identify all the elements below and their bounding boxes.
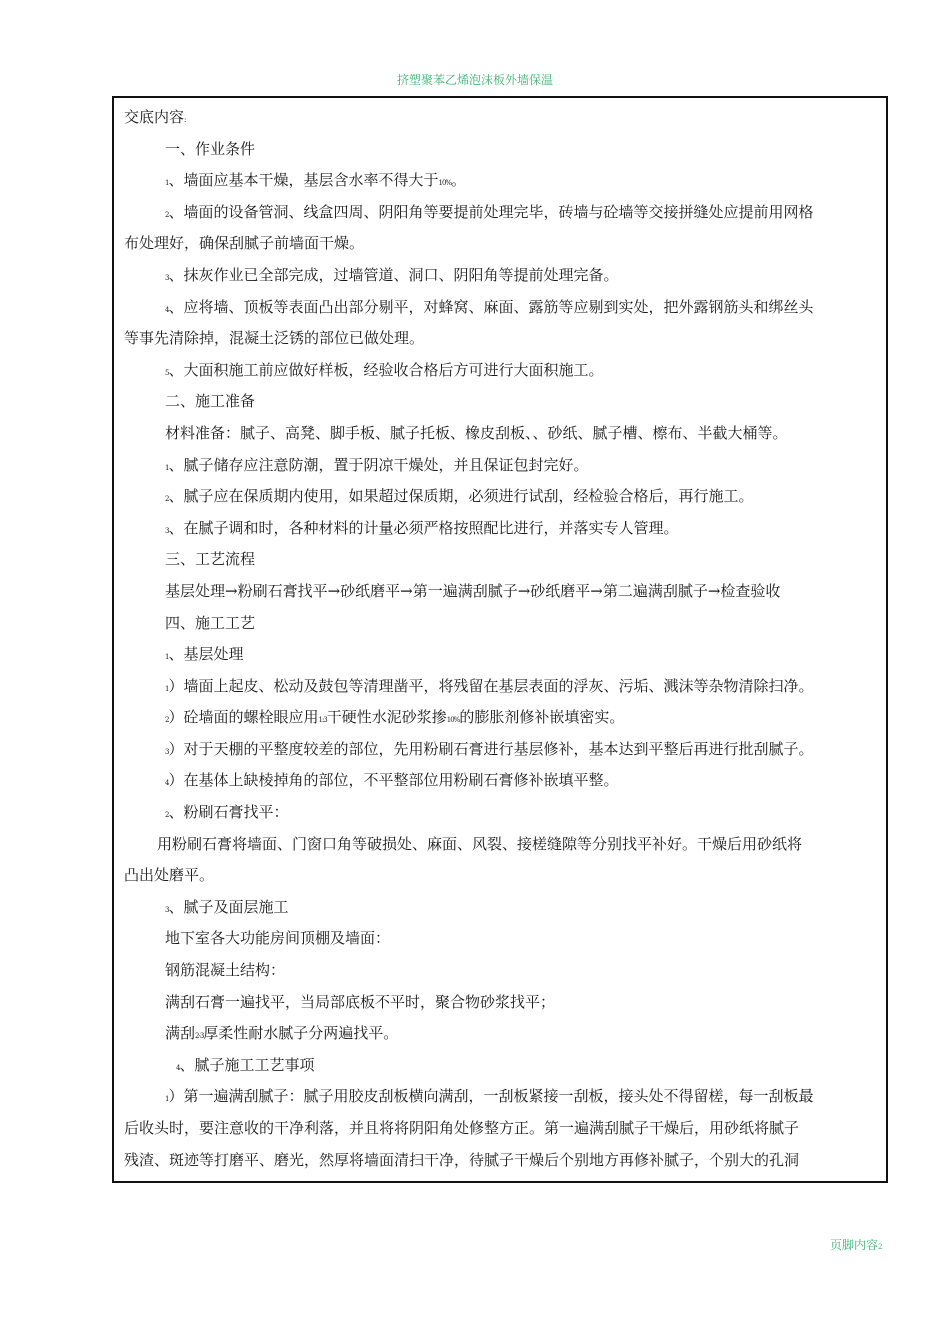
paragraph-line: 钢筋混凝土结构： [165, 961, 286, 980]
paragraph-line: 1、基层处理 [165, 645, 244, 664]
paragraph-line: 凸出处磨平。 [124, 866, 215, 885]
paragraph-line: 4、腻子施工工艺事项 [176, 1055, 315, 1074]
page-header-title: 挤塑聚苯乙烯泡沫板外墙保温 [396, 73, 553, 87]
paragraph-line: 2、腻子应在保质期内使用，如果超过保质期，必须进行试刮，经检验合格后，再行施工。 [165, 487, 754, 506]
paragraph-line: 满刮石膏一遍找平，当局部底板不平时，聚合物砂浆找平； [165, 992, 556, 1011]
page-footer: 页脚内容2 [830, 1238, 882, 1252]
paragraph-line: 布处理好，确保刮腻子前墙面干燥。 [124, 234, 365, 253]
paragraph-line: 1）墙面上起皮、松动及鼓包等清理凿平，将残留在基层表面的浮灰、污垢、溅沫等杂物清除扫净。 [165, 676, 814, 695]
heading-construction-preparation: 二、施工准备 [165, 392, 256, 411]
heading-process-flow: 三、工艺流程 [165, 550, 256, 569]
paragraph-line: 满刮2-3厚柔性耐水腻子分两遍找平。 [165, 1024, 399, 1043]
paragraph-line: 3、抹灰作业已全部完成，过墙管道、洞口、阴阳角等提前处理完备。 [165, 265, 619, 284]
paragraph-line: 残渣、斑迹等打磨平、磨光，然厚将墙面清扫干净，待腻子干燥后个别地方再修补腻子，个别大的孔洞 [124, 1150, 800, 1169]
heading-construction-process: 四、施工工艺 [165, 613, 256, 632]
paragraph-line: 1）第一遍满刮腻子：腻子用胶皮刮板横向满刮，一刮板紧接一刮板，接头处不得留槎，每一刮板最 [165, 1087, 814, 1106]
paragraph-line: 3、在腻子调和时，各种材料的计量必须严格按照配比进行，并落实专人管理。 [165, 518, 679, 537]
disclosure-content-box [112, 96, 888, 1183]
paragraph-line: 5、大面积施工前应做好样板，经验收合格后方可进行大面积施工。 [165, 360, 604, 379]
paragraph-line: 等事先清除掉，混凝土泛锈的部位已做处理。 [124, 329, 425, 348]
paragraph-line: 3）对于天棚的平整度较差的部位，先用粉刷石膏进行基层修补，基本达到平整后再进行批刮腻子。 [165, 739, 814, 758]
paragraph-line: 3、腻子及面层施工 [165, 897, 289, 916]
disclosure-text [124, 102, 888, 1176]
paragraph-line: 4）在基体上缺棱掉角的部位，不平整部位用粉刷石膏修补嵌填平整。 [165, 771, 619, 790]
paragraph-line: 1、腻子储存应注意防潮，置于阴凉干燥处，并且保证包封完好。 [165, 455, 589, 474]
section-label: 交底内容: [124, 108, 186, 126]
paragraph-line: 用粉刷石膏将墙面、门窗口角等破损处、麻面、风裂、接槎缝隙等分别找平补好。干燥后用砂纸将 [157, 834, 803, 853]
paragraph-line: 地下室各大功能房间顶棚及墙面： [165, 929, 391, 948]
paragraph-line: 后收头时，要注意收的干净利落，并且将将阴阳角处修整方正。第一遍满刮腻子干燥后，用砂纸将腻子 [124, 1119, 800, 1137]
heading-work-conditions: 一、作业条件 [165, 139, 256, 158]
paragraph-line: 2）砼墙面的螺栓眼应用1:3干硬性水泥砂浆掺10%的膨胀剂修补嵌填密实。 [165, 708, 625, 727]
paragraph-line: 4、应将墙、顶板等表面凸出部分剔平，对蜂窝、麻面、露筋等应剔到实处，把外露钢筋头和绑丝头 [165, 297, 814, 316]
paragraph-line: 2、粉刷石膏找平： [165, 803, 289, 822]
paragraph-line: 材料准备：腻子、高凳、脚手板、腻子托板、橡皮刮板、、砂纸、腻子槽、檫布、半截大桶等。 [165, 423, 788, 442]
paragraph-line: 1、墙面应基本干燥，基层含水率不得大于10%。 [165, 171, 467, 190]
process-flow-line: 基层处理→粉刷石膏找平→砂纸磨平→第一遍满刮腻子→砂纸磨平→第二遍满刮腻子→检查验收 [165, 581, 781, 600]
paragraph-line: 2、墙面的设备管洞、线盒四周、阴阳角等要提前处理完毕，砖墙与砼墙等交接拼缝处应提前用网格 [165, 202, 814, 221]
